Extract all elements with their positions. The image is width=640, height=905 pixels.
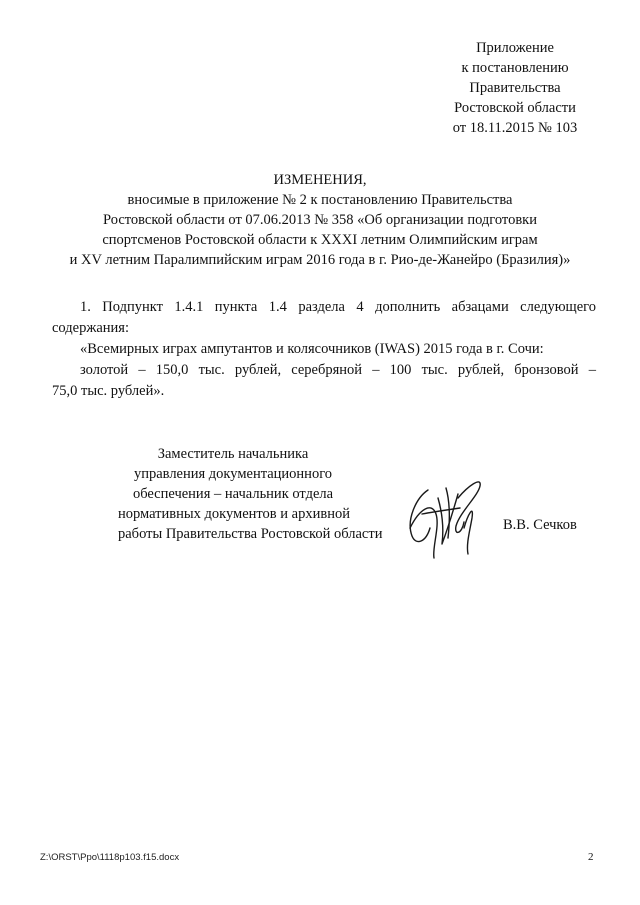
footer-page-number: 2 [588,851,594,863]
paragraph-2 [80,339,596,360]
signer-name: В.В. Сечков [503,517,577,533]
paragraph-1 [52,297,596,339]
signer-line: обеспечения – начальник отдела [132,486,334,502]
paragraph-3 [52,360,596,402]
handwritten-signature [398,468,488,564]
title-line: спортсменов Ростовской области к XXXI летним Олимпийским играм [102,232,538,248]
signer-position [118,444,383,544]
title-heading: ИЗМЕНЕНИЯ, [273,172,367,188]
body-line: 75,0 тыс. рублей». [52,383,165,399]
signer-line: нормативных документов и архивной [118,506,350,522]
body-line: 1. Подпункт 1.4.1 пункта 1.4 раздела 4 дополнить абзацами следующего [80,299,596,315]
footer-file-path: Z:\ORST\Ppo\1118p103.f15.docx [40,852,180,863]
document-body [52,297,596,402]
appendix-line: Ростовской области [454,100,576,116]
body-line: золотой – 150,0 тыс. рублей, серебряной – 100 тыс. рублей, бронзовой – [80,362,596,378]
body-line: содержания: [52,320,130,336]
signer-line: управления документационного [133,466,333,482]
appendix-line: Правительства [469,80,561,96]
document-title [40,170,600,270]
title-line: вносимые в приложение № 2 к постановлению Правительства [127,192,513,208]
title-line: Ростовской области от 07.06.2013 № 358 «Об организации подготовки [103,212,537,228]
appendix-reference [430,38,600,138]
body-line: «Всемирных играх ампутантов и колясочников (IWAS) 2015 года в г. Сочи: [80,341,544,357]
signer-line: работы Правительства Ростовской области [118,526,383,542]
signer-line: Заместитель начальника [157,446,309,462]
title-line: и XV летним Паралимпийским играм 2016 года в г. Рио-де-Жанейро (Бразилия)» [69,252,571,268]
appendix-line: от 18.11.2015 № 103 [452,120,578,136]
appendix-line: Приложение [476,40,554,56]
appendix-line: к постановлению [461,60,569,76]
